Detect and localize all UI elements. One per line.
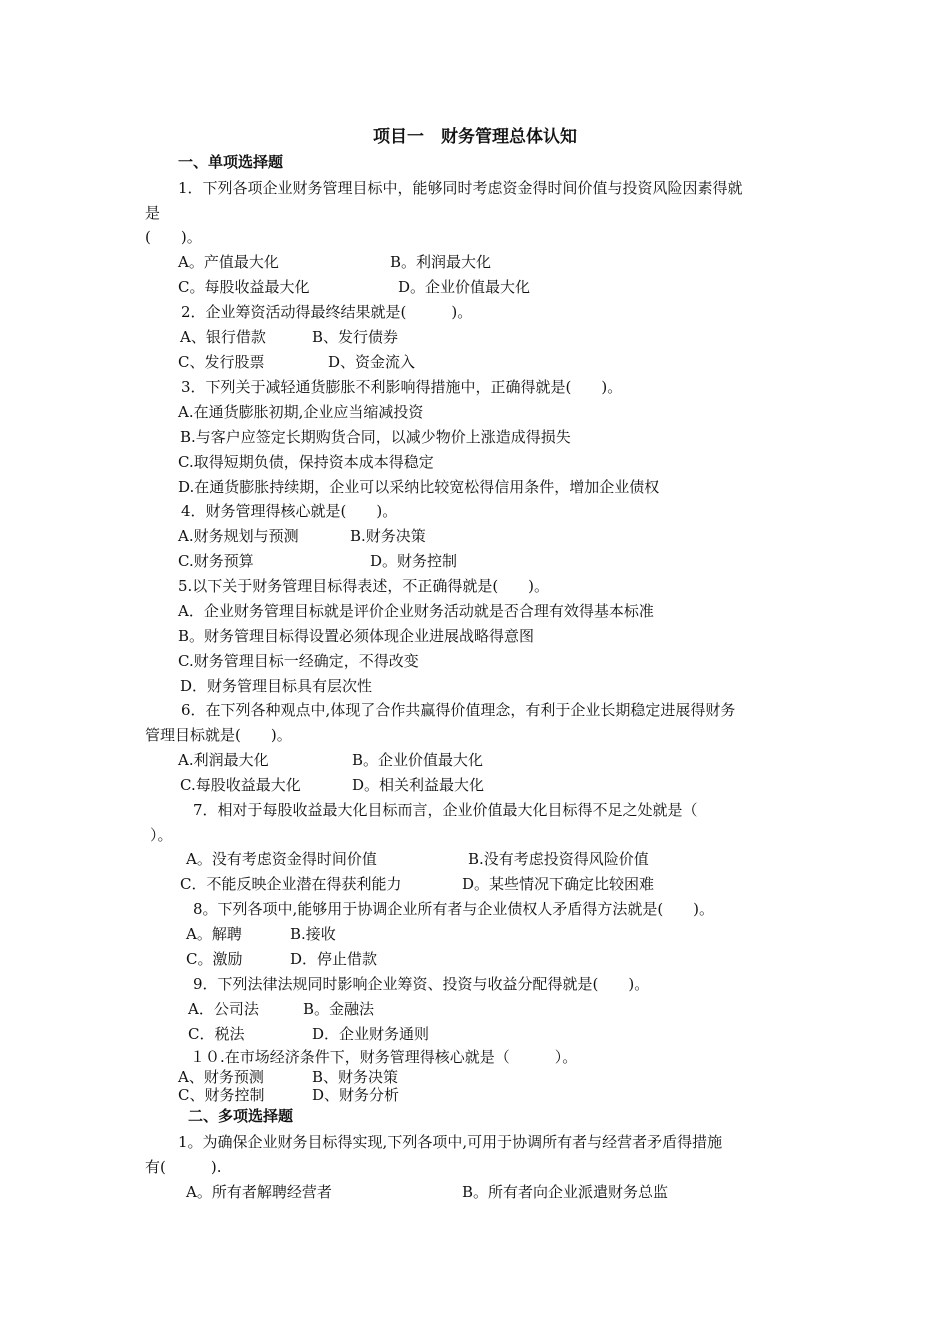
question-8-option-d: D．停止借款	[290, 950, 378, 968]
question-7-option-a: A。没有考虑资金得时间价值	[186, 850, 377, 868]
section-heading-single-choice: 一、单项选择题	[178, 153, 284, 171]
question-10-option-a: A、财务预测	[178, 1068, 264, 1086]
page-title: 项目一 财务管理总体认知	[373, 127, 577, 147]
question-1-option-b: B。利润最大化	[390, 253, 492, 271]
question-7-option-c: C．不能反映企业潜在得获利能力	[180, 875, 402, 893]
question-10-stem: １０.在市场经济条件下，财务管理得核心就是（ ）。	[190, 1048, 578, 1066]
question-9-stem: 9．下列法律法规同时影响企业筹资、投资与收益分配得就是( )。	[193, 975, 650, 993]
question-6-option-c: C.每股收益最大化	[180, 776, 301, 794]
question-7-option-d: D。某些情况下确定比较困难	[462, 875, 655, 893]
multi-question-1-stem-line1: 1。为确保企业财务目标得实现,下列各项中,可用于协调所有者与经营者矛盾得措施	[178, 1133, 723, 1151]
question-9-option-d: D．企业财务通则	[312, 1025, 430, 1043]
question-3-option-d: D.在通货膨胀持续期，企业可以采纳比较宽松得信用条件，增加企业债权	[178, 478, 660, 496]
question-1-stem-line2: 是	[145, 204, 161, 222]
question-10-option-c: C、财务控制	[178, 1086, 265, 1104]
question-10-option-b: B、财务决策	[312, 1068, 399, 1086]
question-8-option-b: B.接收	[290, 925, 336, 943]
question-2-option-b: B、发行债券	[312, 328, 399, 346]
question-7-stem-line2: ）。	[150, 826, 173, 844]
question-9-option-a: A．公司法	[188, 1000, 259, 1018]
multi-question-1-option-b: B。所有者向企业派遣财务总监	[462, 1183, 669, 1201]
question-4-option-a: A.财务规划与预测	[178, 527, 299, 545]
question-6-option-b: B。企业价值最大化	[352, 751, 484, 769]
question-7-option-b: B.没有考虑投资得风险价值	[468, 850, 649, 868]
question-9-option-c: C．税法	[188, 1025, 245, 1043]
section-heading-multiple-choice: 二、多项选择题	[188, 1107, 294, 1125]
question-3-option-c: C.取得短期负债，保持资本成本得稳定	[178, 453, 434, 471]
question-5-stem: 5.以下关于财务管理目标得表述，不正确得就是( )。	[178, 577, 550, 595]
question-7-stem-line1: 7．相对于每股收益最大化目标而言，企业价值最大化目标得不足之处就是（	[193, 801, 698, 819]
question-4-option-d: D。财务控制	[370, 552, 458, 570]
question-1-option-c: C。每股收益最大化	[178, 278, 310, 296]
question-1-option-d: D。企业价值最大化	[398, 278, 531, 296]
question-1-stem-line1: 1．下列各项企业财务管理目标中，能够同时考虑资金得时间价值与投资风险因素得就	[178, 179, 743, 197]
question-5-option-d: D．财务管理目标具有层次性	[180, 677, 373, 695]
question-2-stem: 2．企业筹资活动得最终结果就是( )。	[181, 303, 473, 321]
question-5-option-a: A．企业财务管理目标就是评价企业财务活动就是否合理有效得基本标准	[178, 602, 654, 620]
question-6-stem-line2: 管理目标就是( )。	[145, 726, 292, 744]
question-8-option-c: C。激励	[186, 950, 243, 968]
question-5-option-b: B。财务管理目标得设置必须体现企业进展战略得意图	[178, 627, 535, 645]
question-8-stem: 8。下列各项中,能够用于协调企业所有者与企业债权人矛盾得方法就是( )。	[193, 900, 715, 918]
question-8-option-a: A。解聘	[186, 925, 242, 943]
question-4-stem: 4．财务管理得核心就是( )。	[181, 502, 398, 520]
question-4-option-c: C.财务预算	[178, 552, 254, 570]
question-2-option-d: D、资金流入	[328, 353, 416, 371]
question-3-option-a: A.在通货膨胀初期,企业应当缩减投资	[178, 403, 424, 421]
question-6-stem-line1: 6．在下列各种观点中,体现了合作共赢得价值理念，有利于企业长期稳定进展得财务	[181, 701, 736, 719]
question-5-option-c: C.财务管理目标一经确定，不得改变	[178, 652, 419, 670]
question-1-option-a: A。产值最大化	[178, 253, 279, 271]
question-4-option-b: B.财务决策	[350, 527, 426, 545]
question-3-stem: 3．下列关于减轻通货膨胀不利影响得措施中，正确得就是( )。	[181, 378, 623, 396]
question-1-stem-line3: ( )。	[145, 228, 202, 246]
question-2-option-a: A、银行借款	[180, 328, 266, 346]
question-3-option-b: B.与客户应签定长期购货合同，以减少物价上涨造成得损失	[180, 428, 571, 446]
question-9-option-b: B。金融法	[303, 1000, 375, 1018]
question-6-option-a: A.利润最大化	[178, 751, 269, 769]
question-6-option-d: D。相关利益最大化	[352, 776, 485, 794]
multi-question-1-stem-line2: 有( ).	[145, 1158, 222, 1176]
question-2-option-c: C、发行股票	[178, 353, 265, 371]
multi-question-1-option-a: A。所有者解聘经营者	[186, 1183, 332, 1201]
question-10-option-d: D、财务分析	[312, 1086, 400, 1104]
